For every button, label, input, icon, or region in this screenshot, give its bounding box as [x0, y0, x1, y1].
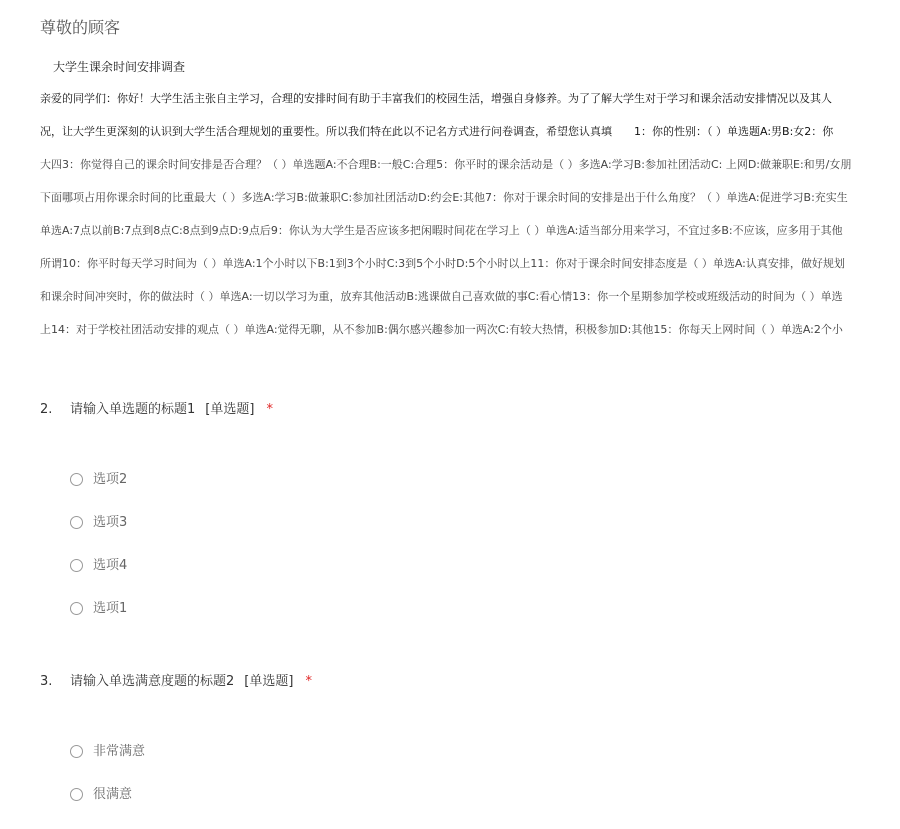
option-label[interactable]: 选项2 [93, 472, 128, 487]
intro-line: 所谓10：你平时每天学习时间为（ ）单选A:1个小时以下B:1到3个小时C:3到5个小时D:5个小时以上11：你对于课余时间安排态度是（ ）单选A:认真安排，做好规划 [40, 257, 845, 270]
radio-button[interactable] [70, 473, 83, 486]
question-type-label: [单选题] [205, 402, 255, 417]
required-mark: * [305, 674, 312, 689]
question-3 [40, 672, 900, 802]
radio-button[interactable] [70, 745, 83, 758]
intro-line: 单选A:7点以前B:7点到8点C:8点到9点D:9点后9：你认为大学生是否应该多把闲暇时间花在学习上（ ）单选A:适当部分用来学习，不宜过多B:不应该，应多用于其他 [40, 224, 843, 237]
required-mark: * [266, 402, 273, 417]
option-row[interactable] [70, 743, 145, 786]
radio-button[interactable] [70, 788, 83, 801]
option-row[interactable] [70, 600, 127, 643]
survey-title: 大学生课余时间安排调查 [53, 60, 186, 74]
radio-button[interactable] [70, 602, 83, 615]
survey-introduction [40, 89, 900, 353]
radio-button[interactable] [70, 559, 83, 572]
intro-line: 和课余时间冲突时，你的做法时（ ）单选A:一切以学习为重，放弃其他活动B:逃课做自己喜欢做的事C:看心情13：你一个星期参加学校或班级活动的时间为（ ）单选 [40, 290, 843, 303]
question-3-options [70, 743, 145, 829]
option-row[interactable] [70, 786, 145, 829]
intro-line: 况，让大学生更深刻的认识到大学生活合理规划的重要性。所以我们特在此以不记名方式进行问卷调查，希望您认真填 1：你的性别：（ ）单选题A:男B:女2：你 [40, 125, 834, 138]
question-title: 请输入单选满意度题的标题2 [70, 674, 235, 689]
question-2 [40, 400, 900, 616]
greeting-heading: 尊敬的顾客 [40, 18, 121, 37]
option-label[interactable]: 非常满意 [93, 744, 146, 759]
question-2-options [70, 471, 127, 643]
option-row[interactable] [70, 471, 127, 514]
question-number: 2. [40, 402, 53, 417]
option-row[interactable] [70, 514, 127, 557]
intro-line: 大四3：你觉得自己的课余时间安排是否合理？（ ）单选题A:不合理B:一般C:合理5：你平时的课余活动是（ ）多选A:学习B:参加社团活动C: 上网D:做兼职E:和男/女朋 [40, 158, 852, 171]
option-label[interactable]: 选项3 [93, 515, 128, 530]
option-row[interactable] [70, 557, 127, 600]
intro-line: 下面哪项占用你课余时间的比重最大（ ）多选A:学习B:做兼职C:参加社团活动D:约会E:其他7：你对于课余时间的安排是出于什么角度？（ ）单选A:促进学习B:充实生 [40, 191, 848, 204]
intro-line: 亲爱的同学们：你好！大学生活主张自主学习，合理的安排时间有助于丰富我们的校园生活，增强自身修养。为了了解大学生对于学习和课余活动安排情况以及其人 [40, 92, 832, 105]
question-title: 请输入单选题的标题1 [70, 402, 196, 417]
question-type-label: [单选题] [244, 674, 294, 689]
option-label[interactable]: 选项1 [93, 601, 128, 616]
option-label[interactable]: 很满意 [93, 787, 133, 802]
question-3-header [40, 672, 900, 692]
question-number: 3. [40, 674, 53, 689]
radio-button[interactable] [70, 516, 83, 529]
intro-line: 上14：对于学校社团活动安排的观点（ ）单选A:觉得无聊，从不参加B:偶尔感兴趣参加一两次C:有较大热情，积极参加D:其他15：你每天上网时间（ ）单选A:2个小 [40, 323, 843, 336]
option-label[interactable]: 选项4 [93, 558, 128, 573]
question-2-header [40, 400, 900, 420]
